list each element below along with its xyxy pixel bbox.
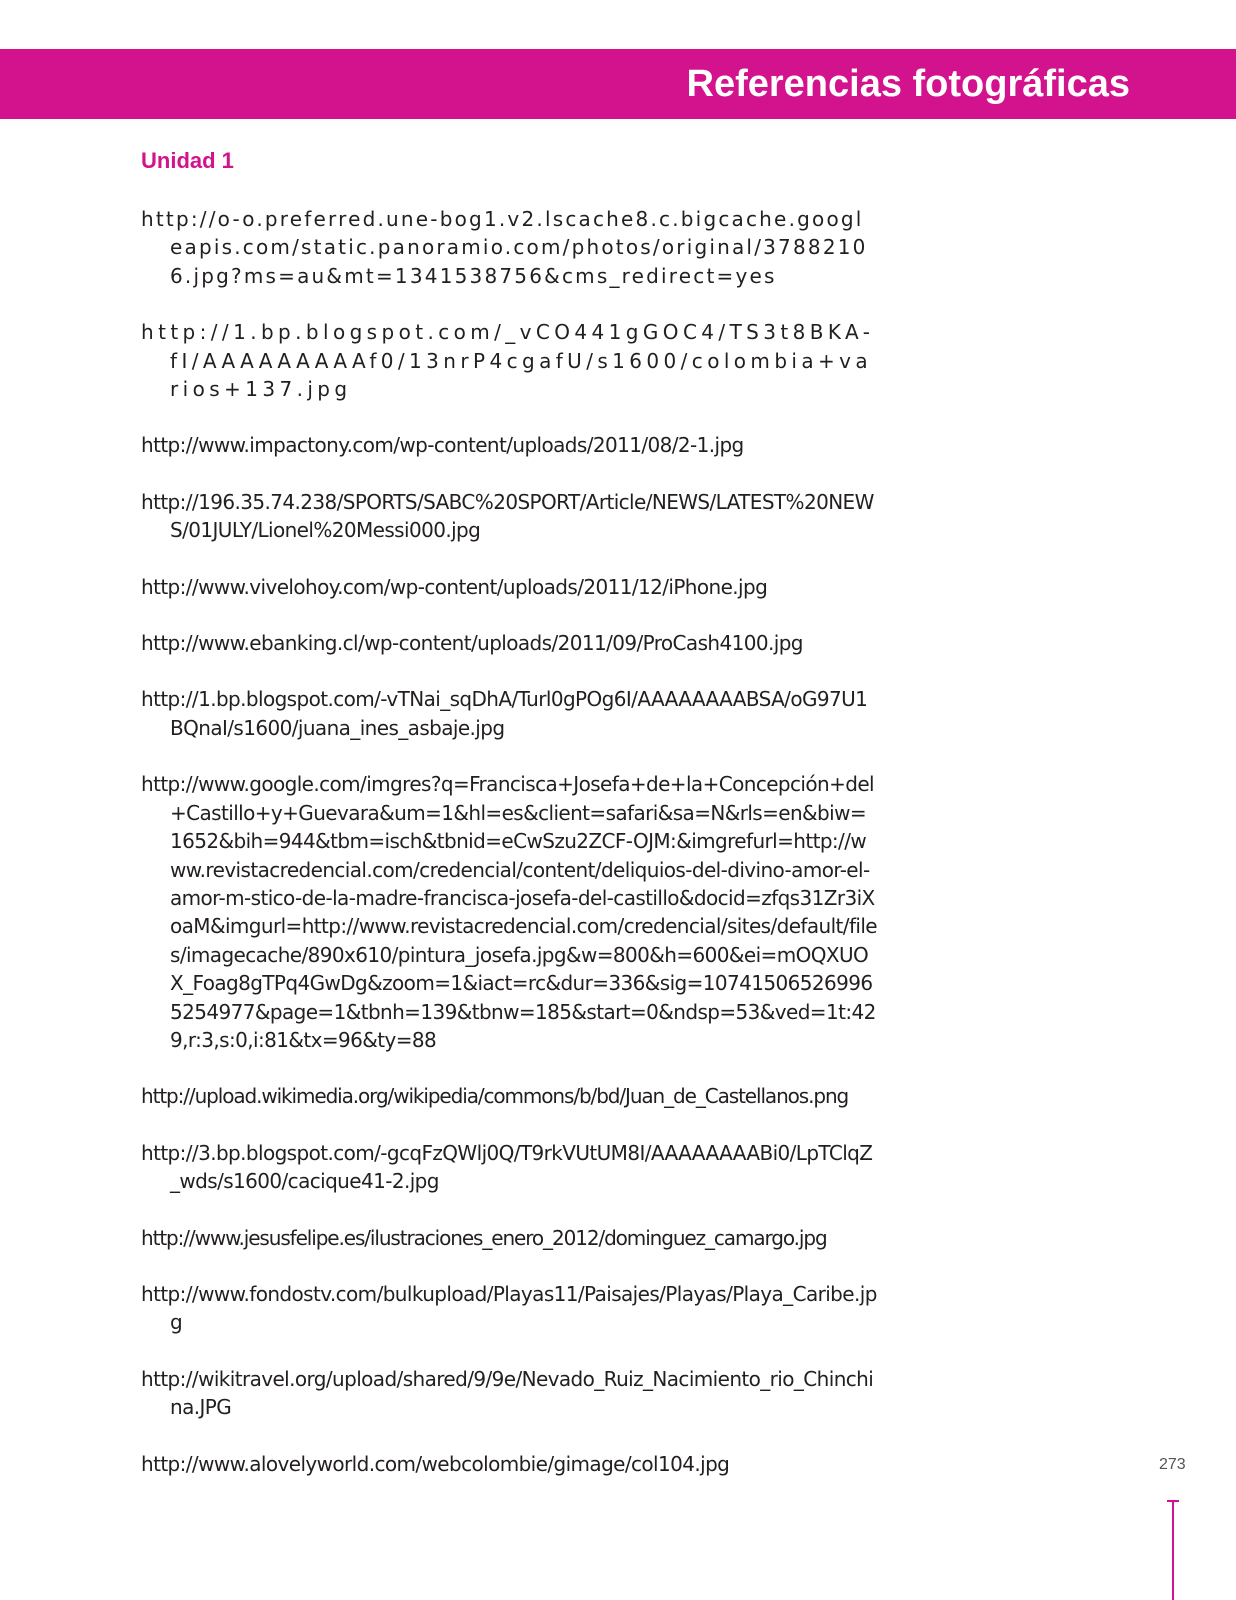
- reference-item: http://1.bp.blogspot.com/-vTNai_sqDhA/Turl0gPOg6I/AAAAAAAABSA/oG97U1BQnaI/s1600/juana_ines_asbaje.jpg: [141, 687, 868, 740]
- reference-item: http://www.ebanking.cl/wp-content/uploads/2011/09/ProCash4100.jpg: [141, 631, 803, 656]
- reference-item: http://www.google.com/imgres?q=Francisca+Josefa+de+la+Concepción+del+Castillo+y+Guevara&um=1&hl=es&client=safari&sa=N&rls=en&biw=1652&bih=944&tbm=isch&tbnid=eCwSzu2ZCF-OJM:&imgrefurl=http://www.revistacredencial.com/credencial/content/deliquios-del-divino-amor-el-amor-m-stico-de-la-madre-francisca-josefa-del-castillo&docid=zfqs31Zr3iXoaM&imgurl=http://www.revistacredencial.com/credencial/sites/default/files/imagecache/890x610/pintura_josefa.jpg&w=800&h=600&ei=mOQXUOX_Foag8gTPq4GwDg&zoom=1&iact=rc&dur=336&sig=107415065269965254977&page=1&tbnh=139&tbnw=185&start=0&ndsp=53&ved=1t:429,r:3,s:0,i:81&tx=96&ty=88: [141, 772, 878, 1052]
- reference-item: http://www.vivelohoy.com/wp-content/uploads/2011/12/iPhone.jpg: [141, 574, 768, 599]
- reference-item: http://wikitravel.org/upload/shared/9/9e/Nevado_Ruiz_Nacimiento_rio_Chinchina.JPG: [141, 1366, 874, 1420]
- page-title: Referencias fotográficas: [686, 63, 1130, 105]
- reference-item: http://www.fondostv.com/bulkupload/Playas11/Paisajes/Playas/Playa_Caribe.jpg: [141, 1281, 877, 1335]
- reference-item: http://www.jesusfelipe.es/ilustraciones_enero_2012/dominguez_camargo.jpg: [141, 1225, 827, 1250]
- reference-item: http://www.alovelyworld.com/webcolombie/gimage/col104.jpg: [141, 1451, 730, 1476]
- reference-item: http://www.impactony.com/wp-content/uploads/2011/08/2-1.jpg: [141, 433, 744, 458]
- section-title: Unidad 1: [141, 148, 234, 173]
- reference-item: http://196.35.74.238/SPORTS/SABC%20SPORT/Article/NEWS/LATEST%20NEWS/01JULY/Lionel%20Messi000.jpg: [141, 489, 874, 543]
- reference-item: http://o-o.preferred.une-bog1.v2.lscache8.c.bigcache.googleapis.com/static.panoramio.com/photos/original/37882106.jpg?ms=au&mt=1341538756&cms_redirect=yes: [141, 207, 868, 288]
- header-band: [0, 49, 1236, 119]
- reference-item: http://upload.wikimedia.org/wikipedia/commons/b/bd/Juan_de_Castellanos.png: [141, 1084, 849, 1109]
- page-rule: [1172, 1500, 1174, 1600]
- reference-item: http://3.bp.blogspot.com/-gcqFzQWlj0Q/T9rkVUtUM8I/AAAAAAAABi0/LpTClqZ_wds/s1600/cacique41-2.jpg: [141, 1140, 873, 1194]
- reference-list: [141, 205, 877, 1506]
- reference-item: http://1.bp.blogspot.com/_vCO441gGOC4/TS3t8BKA-fI/AAAAAAAAAf0/13nrP4cgafU/s1600/colombia+varios+137.jpg: [141, 320, 875, 402]
- page-number: 273: [1159, 1456, 1186, 1473]
